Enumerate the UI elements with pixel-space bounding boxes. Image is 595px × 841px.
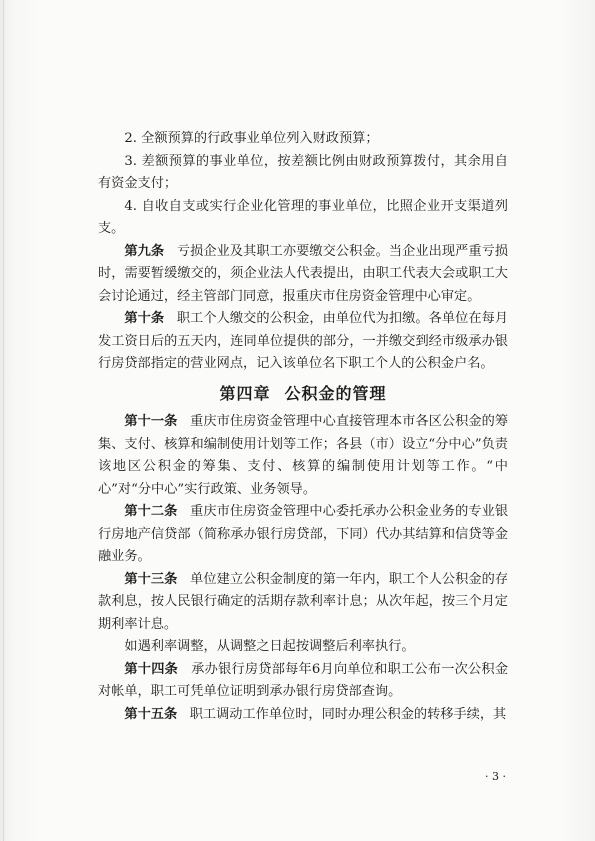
document-body xyxy=(98,128,508,726)
article-label: 第十条 xyxy=(124,311,165,326)
article-paragraph: 第十二条 重庆市住房资金管理中心委托承办公积金业务的专业银行房地产信贷部（简称承办银行房贷部，下同）代办其结算和信贷等金融业务。 xyxy=(98,504,509,564)
chapter-heading xyxy=(98,383,508,406)
article-label: 第十五条 xyxy=(124,706,178,722)
article-paragraph: 第十一条 重庆市住房资金管理中心直接管理本市各区公积金的筹集、支付、核算和编制使用计划等工作；各县（市）设立“分中心”负责该地区公积金的筹集、支付、核算的编制使用计划等工作。“中心”对“分中心”实行政策、业务领导。 xyxy=(98,414,509,497)
paragraph: 4. 自收自支或实行企业化管理的事业单位，比照企业开支渠道列支。 xyxy=(98,198,508,236)
article-label: 第十四条 xyxy=(124,661,179,677)
article-label: 第十三条 xyxy=(124,571,178,587)
article-label: 第十二条 xyxy=(124,504,178,519)
article-paragraph: 第十四条 承办银行房贷部每年6月向单位和职工公布一次公积金对帐单，职工可凭单位证明到承办银行房贷部查询。 xyxy=(98,661,509,699)
section-before-chapter xyxy=(98,128,508,376)
article-paragraph: 第九条 亏损企业及其职工亦要缴交公积金。当企业出现严重亏损时，需要暂缓缴交的，须企业法人代表提出，由职工代表大会或职工大会讨论通过，经主管部门同意，报重庆市住房资金管理中心审定。 xyxy=(98,243,509,304)
page-number: · 3 · xyxy=(485,770,506,783)
article-paragraph: 第十三条 单位建立公积金制度的第一年内，职工个人公积金的存款利息，按人民银行确定的活期存款利率计息；从次年起，按三个月定期利率计息。 xyxy=(98,571,509,632)
paragraph: 2. 全额预算的行政事业单位列入财政预算； xyxy=(124,131,379,146)
section-after-chapter xyxy=(98,411,508,726)
article-paragraph: 第十五条 职工调动工作单位时，同时办理公积金的转移手续，其 xyxy=(124,706,507,722)
scan-edge xyxy=(3,0,4,841)
paragraph: 3. 差额预算的事业单位，按差额比例由财政预算拨付，其余用自有资金支付； xyxy=(98,153,508,191)
article-label: 第十一条 xyxy=(124,414,178,429)
article-paragraph: 第十条 职工个人缴交的公积金，由单位代为扣缴。各单位在每月发工资日后的五天内，连同单位提供的部分，一并缴交到经市级承办银行房贷部指定的营业网点，记入该单位名下职工个人的公积金户名。 xyxy=(98,311,509,371)
chapter-title: 公积金的管理 xyxy=(284,383,387,403)
article-label: 第九条 xyxy=(124,243,165,259)
paragraph: 如遇利率调整，从调整之日起按调整后利率执行。 xyxy=(124,639,415,654)
chapter-number: 第四章 xyxy=(219,383,271,403)
